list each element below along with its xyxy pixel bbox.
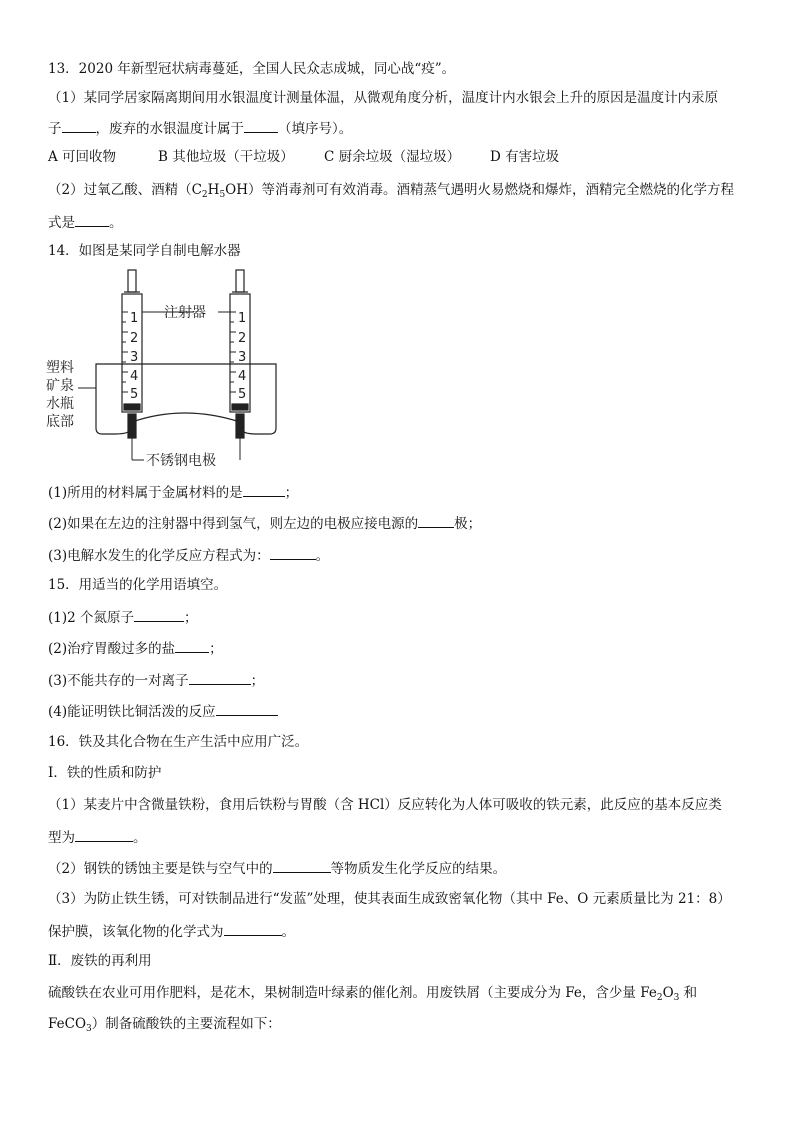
q16-part3-line2 xyxy=(48,921,295,941)
option-b: B 其他垃圾（干垃圾） xyxy=(158,149,294,165)
q13-title: 13．2020 年新型冠状病毒蔓延，全国人民众志成城，同心战“疫”。 xyxy=(48,61,456,77)
text: FeCO xyxy=(48,1016,87,1032)
text: 。 xyxy=(109,215,123,231)
bottle-label-2: 矿泉 xyxy=(46,378,74,394)
q16-section2: Ⅱ．废铁的再利用 xyxy=(48,953,152,969)
answer-blank[interactable] xyxy=(243,482,285,497)
answer-blank[interactable] xyxy=(134,607,184,622)
subscript: 2 xyxy=(201,190,208,200)
text: 。 xyxy=(281,924,295,940)
right-scale-4: 4 xyxy=(238,369,247,384)
q15-sub2 xyxy=(48,638,223,658)
q16-part3-line1: （3）为防止铁生锈，可对铁制品进行“发蓝”处理，使其表面生成致密氧化物（其中 Fe、O 元素质量比为 21：8） xyxy=(48,891,731,907)
subscript: 2 xyxy=(656,993,663,1003)
q16-section1: Ⅰ．铁的性质和防护 xyxy=(48,765,162,781)
q15-sub4 xyxy=(48,701,278,721)
q13-part1-line1: （1）某同学居家隔离期间用水银温度计测量体温，从微观角度分析，温度计内水银会上升的原因是温度计内汞原 xyxy=(48,90,719,106)
syringe-label: 注射器 xyxy=(164,305,206,321)
text: （2）钢铁的锈蚀主要是铁与空气中的 xyxy=(48,861,273,877)
text: (1)2 个氮原子 xyxy=(48,610,135,626)
answer-blank[interactable] xyxy=(270,545,316,560)
answer-blank[interactable] xyxy=(75,827,133,842)
text: O xyxy=(662,985,674,1001)
q13-part2-line2 xyxy=(48,212,123,232)
text: (2)治疗胃酸过多的盐 xyxy=(48,641,176,657)
q13-part1-line2 xyxy=(48,118,352,138)
text: (1)所用的材料属于金属材料的是 xyxy=(48,485,243,501)
left-scale-1: 1 xyxy=(130,311,139,326)
text: 。 xyxy=(133,830,147,846)
text: ； xyxy=(250,673,265,689)
answer-blank[interactable] xyxy=(62,118,96,133)
q15-sub1 xyxy=(48,607,198,627)
q14-sub1 xyxy=(48,482,298,502)
answer-blank[interactable] xyxy=(273,858,331,873)
q15-sub3 xyxy=(48,670,264,690)
answer-blank[interactable] xyxy=(175,638,209,653)
q15-title: 15．用适当的化学用语填空。 xyxy=(48,577,228,593)
left-scale-2: 2 xyxy=(130,331,139,346)
q14-sub3 xyxy=(48,545,329,565)
text: H xyxy=(207,182,220,198)
right-scale-2: 2 xyxy=(238,331,247,346)
answer-blank[interactable] xyxy=(418,513,454,528)
subscript: 3 xyxy=(673,993,680,1003)
q16-part4-line1 xyxy=(48,984,697,1002)
text: 等物质发生化学反应的结果。 xyxy=(330,861,507,877)
subscript: 5 xyxy=(219,190,226,200)
text: (3)电解水发生的化学反应方程式为： xyxy=(48,548,270,564)
q16-title: 16．铁及其化合物在生产生活中应用广泛。 xyxy=(48,734,309,750)
bottle-label-1: 塑料 xyxy=(46,360,74,376)
q16-part1-line1: （1）某麦片中含微量铁粉，食用后铁粉与胃酸（含 HCl）反应转化为人体可吸收的铁元素，此反应的基本反应类 xyxy=(48,797,722,813)
left-scale-4: 4 xyxy=(130,369,139,384)
answer-blank[interactable] xyxy=(189,670,251,685)
text: 型为 xyxy=(48,830,75,846)
text: (3)不能共存的一对离子 xyxy=(48,673,189,689)
answer-blank[interactable] xyxy=(216,701,278,716)
q16-part1-line2 xyxy=(48,827,147,847)
left-scale-3: 3 xyxy=(130,350,139,365)
right-scale-5: 5 xyxy=(238,387,247,402)
subscript: 3 xyxy=(86,1024,92,1034)
option-c: C 厨余垃圾（湿垃圾） xyxy=(324,149,461,165)
answer-blank[interactable] xyxy=(244,118,278,133)
electrolysis-diagram xyxy=(44,264,294,474)
text: ； xyxy=(209,641,223,657)
text: ； xyxy=(184,610,198,626)
text: 硫酸铁在农业可用作肥料，是花木，果树制造叶绿素的催化剂。用废铁屑（主要成分为 Fe，含少量 Fe xyxy=(48,985,657,1001)
text: ，废弃的水银温度计属于 xyxy=(95,121,244,137)
text: 子 xyxy=(48,121,62,137)
right-scale-1: 1 xyxy=(238,311,247,326)
option-a: A 可回收物 xyxy=(48,149,117,165)
text: 和 xyxy=(679,985,698,1001)
option-d: D 有害垃圾 xyxy=(490,149,560,165)
text: 式是 xyxy=(48,215,75,231)
bottle-label-4: 底部 xyxy=(46,414,74,430)
text: （填序号）。 xyxy=(278,121,353,137)
left-scale-5: 5 xyxy=(130,387,139,402)
text: 。 xyxy=(315,548,330,564)
right-scale-3: 3 xyxy=(238,350,247,365)
text: （2）过氧乙酸、酒精（C xyxy=(48,182,202,198)
answer-blank[interactable] xyxy=(224,921,282,936)
text: ； xyxy=(284,485,299,501)
text: 极； xyxy=(454,516,482,532)
bottle-label-3: 水瓶 xyxy=(46,396,74,412)
q13-part2-line1 xyxy=(48,181,734,199)
answer-blank[interactable] xyxy=(75,212,109,227)
q16-part2 xyxy=(48,858,506,878)
q14-title: 14．如图是某同学自制电解水器 xyxy=(48,243,241,259)
text: OH）等消毒剂可有效消毒。酒精蒸气遇明火易燃烧和爆炸，酒精完全燃烧的化学方程 xyxy=(225,182,735,198)
text: 保护膜，该氧化物的化学式为 xyxy=(48,924,224,940)
q14-sub2 xyxy=(48,513,481,533)
text: (2)如果在左边的注射器中得到氢气，则左边的电极应接电源的 xyxy=(48,516,419,532)
text: (4)能证明铁比铜活泼的反应 xyxy=(48,704,216,720)
q13-options xyxy=(48,148,559,166)
electrode-label: 不锈钢电极 xyxy=(146,453,216,469)
text: ）制备硫酸铁的主要流程如下： xyxy=(91,1016,281,1032)
q16-part4-line2 xyxy=(48,1015,281,1033)
